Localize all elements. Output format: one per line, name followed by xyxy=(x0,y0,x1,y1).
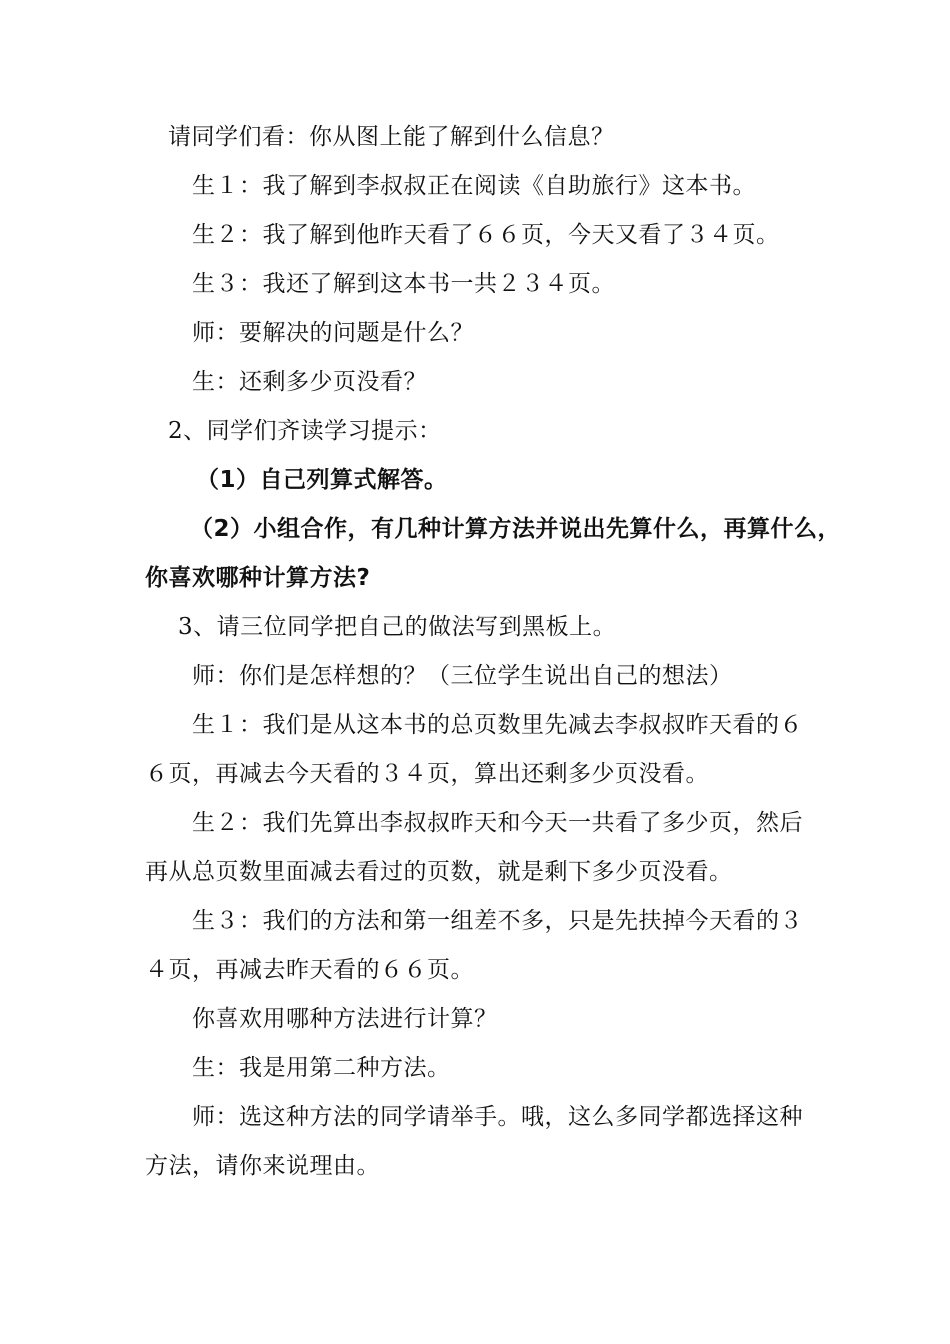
teacher-response-line-2: 方法，请你来说理由。 xyxy=(145,1153,380,1179)
hint-2-line-2: 你喜欢哪种计算方法? xyxy=(145,565,371,591)
student-2-answer: 生２：我了解到他昨天看了６６页，今天又看了３４页。 xyxy=(192,222,780,248)
student-2-method-line-1: 生２：我们先算出李叔叔昨天和今天一共看了多少页，然后 xyxy=(192,810,803,836)
section-3-heading: 3、请三位同学把自己的做法写到黑板上。 xyxy=(178,614,617,640)
student-preference: 生：我是用第二种方法。 xyxy=(192,1055,451,1081)
student-answer: 生：还剩多少页没看？ xyxy=(192,369,427,395)
student-1-method-line-2: ６页，再减去今天看的３４页，算出还剩多少页没看。 xyxy=(145,761,709,787)
section-2-heading: 2、同学们齐读学习提示： xyxy=(168,418,442,444)
student-1-method-line-1: 生１：我们是从这本书的总页数里先减去李叔叔昨天看的６ xyxy=(192,712,803,738)
student-3-method-line-1: 生３：我们的方法和第一组差不多，只是先扶掉今天看的３ xyxy=(192,908,803,934)
intro-question: 请同学们看：你从图上能了解到什么信息？ xyxy=(168,124,615,150)
student-1-answer: 生１：我了解到李叔叔正在阅读《自助旅行》这本书。 xyxy=(192,173,756,199)
teacher-response-line-1: 师：选这种方法的同学请举手。哦，这么多同学都选择这种 xyxy=(192,1104,803,1130)
teacher-prompt: 师：你们是怎样想的？（三位学生说出自己的想法） xyxy=(192,663,733,689)
student-2-method-line-2: 再从总页数里面减去看过的页数，就是剩下多少页没看。 xyxy=(145,859,733,885)
student-3-answer: 生３：我还了解到这本书一共２３４页。 xyxy=(192,271,615,297)
hint-1: （1）自己列算式解答。 xyxy=(196,467,448,493)
student-3-method-line-2: ４页，再减去昨天看的６６页。 xyxy=(145,957,474,983)
preference-question: 你喜欢用哪种方法进行计算？ xyxy=(192,1006,498,1032)
teacher-question: 师：要解决的问题是什么？ xyxy=(192,320,474,346)
hint-2-line-1: （2）小组合作，有几种计算方法并说出先算什么，再算什么， xyxy=(190,516,842,542)
